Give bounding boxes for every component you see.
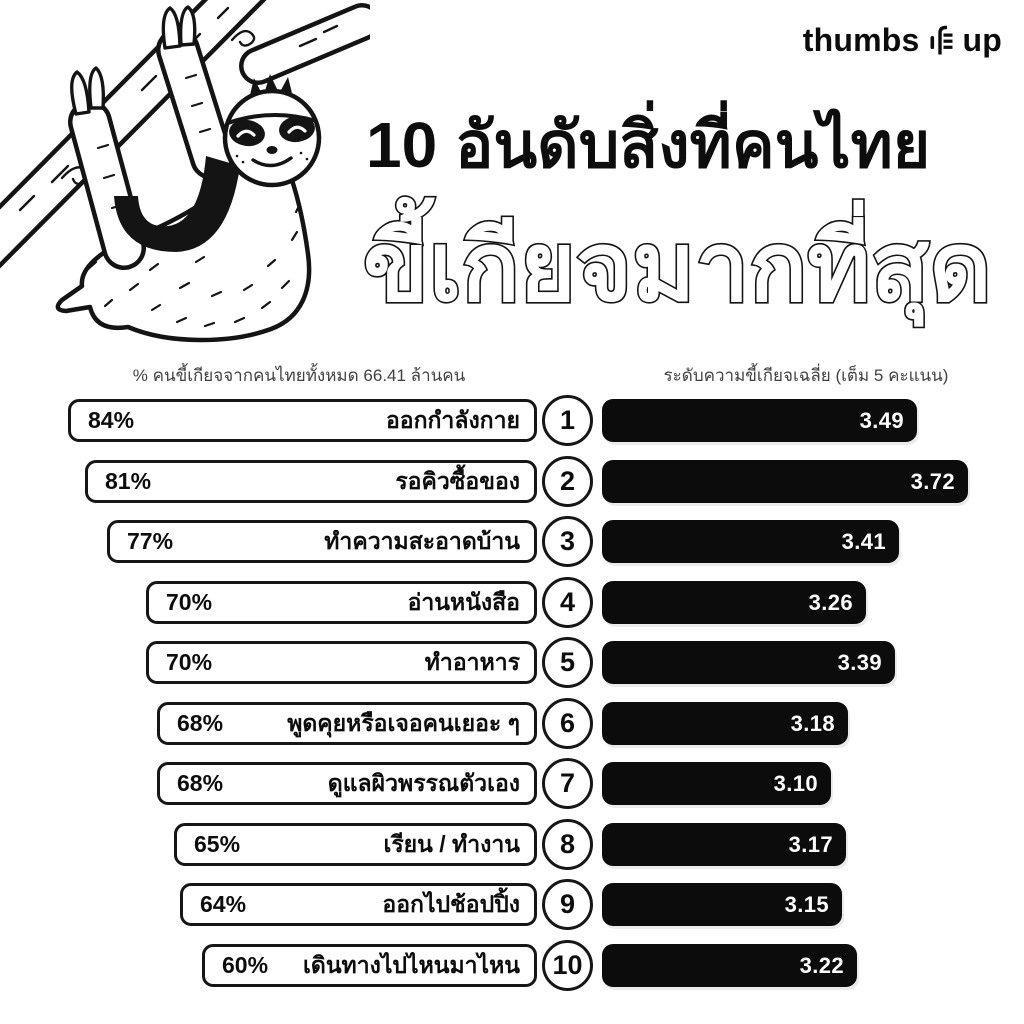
percent-value: 68% xyxy=(177,770,224,796)
score-bar xyxy=(602,702,848,745)
score-value: 3.49 xyxy=(859,407,904,433)
thumbs-up-logo-icon xyxy=(929,23,954,59)
score-value: 3.10 xyxy=(773,770,818,796)
percent-value: 81% xyxy=(105,468,152,494)
score-bar xyxy=(602,520,899,563)
percent-bar xyxy=(180,883,537,926)
rank-badge: 6 xyxy=(542,698,593,749)
page-title-outline xyxy=(363,196,1023,356)
percent-bar xyxy=(202,944,537,987)
percent-bar xyxy=(157,762,537,805)
percent-value: 77% xyxy=(127,528,174,554)
score-bar xyxy=(602,883,842,926)
rank-badge: 8 xyxy=(542,819,593,870)
activity-label: ดูแลผิวพรรณตัวเอง xyxy=(327,769,520,796)
score-value: 3.17 xyxy=(788,831,833,857)
score-bar xyxy=(602,944,857,987)
sloth-illustration xyxy=(0,0,370,360)
brand-word-thumbs: thumbs xyxy=(802,22,920,58)
percent-value: 65% xyxy=(194,831,241,857)
ranking-row-3 xyxy=(0,520,1024,563)
activity-label: เดินทางไปไหนมาไหน xyxy=(303,951,520,978)
activity-label: ทำความสะอาดบ้าน xyxy=(324,527,520,554)
score-value: 3.22 xyxy=(799,952,844,978)
percent-bar xyxy=(107,520,537,563)
ranking-row-4 xyxy=(0,581,1024,624)
rank-badge: 5 xyxy=(542,637,593,688)
score-bar xyxy=(602,581,866,624)
rank-badge: 1 xyxy=(542,395,593,446)
percent-bar xyxy=(174,823,537,866)
ranking-row-2 xyxy=(0,460,1024,503)
percent-value: 70% xyxy=(166,589,213,615)
brand-word-up: up xyxy=(962,22,1002,58)
rank-badge: 9 xyxy=(542,879,593,930)
activity-label: รอคิวซื้อของ xyxy=(395,467,520,494)
score-value: 3.72 xyxy=(910,468,955,494)
score-value: 3.26 xyxy=(808,589,853,615)
page-title-line2: ขี้เกียจมากที่สุด xyxy=(363,214,992,321)
activity-label: ทำอาหาร xyxy=(424,648,520,675)
percent-bar xyxy=(85,460,537,503)
activity-label: พูดคุยหรือเจอคนเยอะ ๆ xyxy=(287,709,520,736)
sloth-head xyxy=(225,74,319,185)
ranking-row-1 xyxy=(0,399,1024,442)
score-column-header: ระดับความขี้เกียจเฉลี่ย (เต็ม 5 คะแนน) xyxy=(663,366,949,385)
score-value: 3.39 xyxy=(837,649,882,675)
percent-value: 70% xyxy=(166,649,213,675)
activity-label: เรียน / ทำงาน xyxy=(383,830,520,857)
ranking-row-10 xyxy=(0,944,1024,987)
percent-bar xyxy=(146,641,537,684)
score-bar xyxy=(602,823,846,866)
ranking-row-5 xyxy=(0,641,1024,684)
rank-badge: 4 xyxy=(542,577,593,628)
percent-value: 60% xyxy=(222,952,269,978)
percent-value: 64% xyxy=(200,891,247,917)
percent-bar xyxy=(157,702,537,745)
ranking-row-9 xyxy=(0,883,1024,926)
score-bar xyxy=(602,641,895,684)
score-bar xyxy=(602,762,831,805)
ranking-row-8 xyxy=(0,823,1024,866)
brand-logo xyxy=(803,22,1002,59)
page-title: 10 อันดับสิ่งที่คนไทย xyxy=(366,109,931,181)
ranking-row-6 xyxy=(0,702,1024,745)
percent-value: 68% xyxy=(177,710,224,736)
ranking-row-7 xyxy=(0,762,1024,805)
percent-value: 84% xyxy=(88,407,135,433)
percent-column-header: % คนขี้เกียจจากคนไทยทั้งหมด 66.41 ล้านคน xyxy=(132,366,466,385)
percent-bar xyxy=(68,399,537,442)
rank-badge: 7 xyxy=(542,758,593,809)
activity-label: ออกไปช้อปปิ้ง xyxy=(382,890,520,917)
score-value: 3.18 xyxy=(790,710,835,736)
score-value: 3.15 xyxy=(784,891,829,917)
activity-label: ออกกำลังกาย xyxy=(385,406,520,433)
rank-badge: 3 xyxy=(542,516,593,567)
activity-label: อ่านหนังสือ xyxy=(407,588,520,615)
score-bar xyxy=(602,460,968,503)
percent-bar xyxy=(146,581,537,624)
score-bar xyxy=(602,399,917,442)
rank-badge: 2 xyxy=(542,456,593,507)
rank-badge: 10 xyxy=(542,940,593,991)
score-value: 3.41 xyxy=(841,528,886,554)
